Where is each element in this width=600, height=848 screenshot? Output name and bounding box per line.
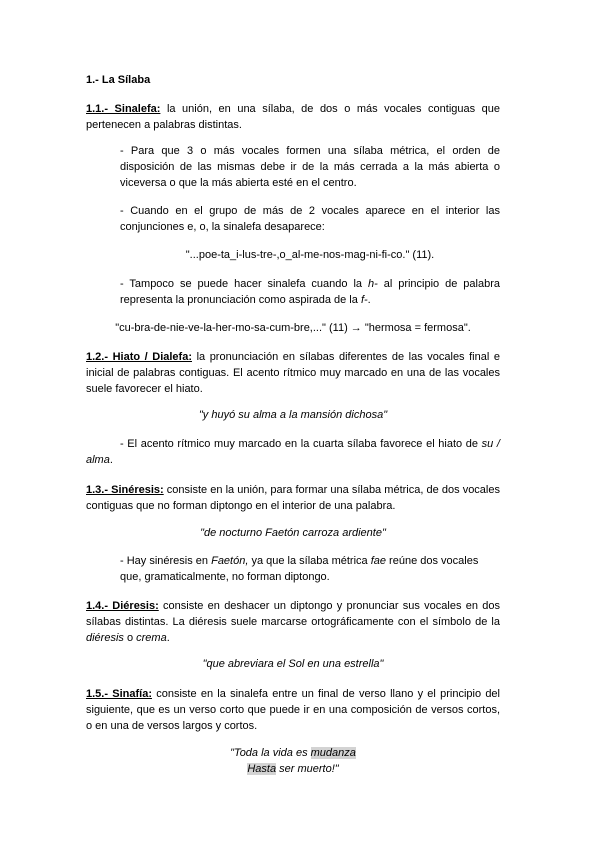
sinalefa-example-2: "cu-bra-de-nie-ve-la-her-mo-sa-cum-bre,..." (11) → "hermosa = fermosa". xyxy=(115,322,471,334)
hiato-bullet: - El acento rítmico muy marcado en la cuarta sílaba favorece el hiato de su / alma. xyxy=(86,438,500,466)
sinalefa-bullet-2: - Cuando en el grupo de más de 2 vocales aparece en el interior las conjunciones e, o, la sinalefa desaparece: xyxy=(120,205,500,233)
sineresis-definition: consiste en la unión, para formar una sílaba métrica, de dos vocales contiguas que no forman diptongo en el interior de una palabra. xyxy=(86,484,500,512)
sinafia-paragraph xyxy=(86,686,500,734)
sinalefa-bullet-3: - Tampoco se puede hacer sinalefa cuando la h- al principio de palabra representa la pronunciación como aspirada de la f-. xyxy=(120,278,500,306)
sinafia-quote-line-2: Hasta ser muerto!" xyxy=(247,763,339,775)
sinafia-quote-line-1: "Toda la vida es mudanza xyxy=(230,747,356,759)
hiato-paragraph xyxy=(86,349,500,397)
section-title: 1.- La Sílaba xyxy=(86,74,151,86)
highlighted-word: Hasta xyxy=(247,763,277,775)
sineresis-quote: "de nocturno Faetón carroza ardiente" xyxy=(200,527,386,539)
sineresis-heading: 1.3.- Sinéresis: xyxy=(86,484,164,496)
hiato-definition: la pronunciación en sílabas diferentes de las vocales final e inicial de palabras contiguas. El acento rítmico muy marcado en una de las vocales suele favorecer el hiato. xyxy=(86,351,500,395)
sinalefa-example-1: "...poe-ta_i-lus-tre-,o_al-me-nos-mag-ni-fi-co." (11). xyxy=(185,249,435,261)
sineresis-bullet: - Hay sinéresis en Faetón, ya que la sílaba métrica fae reúne dos vocales que, gramaticalmente, no forman diptongo. xyxy=(120,555,479,583)
sinalefa-paragraph xyxy=(86,101,500,133)
sinalefa-heading: 1.1.- Sinalefa: xyxy=(86,103,161,115)
hiato-quote: "y huyó su alma a la mansión dichosa" xyxy=(198,409,388,421)
dieresis-paragraph: 1.4.- Diéresis: consiste en deshacer un diptongo y pronunciar sus vocales en dos sílabas distintas. La diéresis suele marcarse ortográficamente con el símbolo de la diéresis o crema. xyxy=(86,600,500,644)
sineresis-paragraph xyxy=(86,482,500,514)
dieresis-heading: 1.4.- Diéresis: xyxy=(86,600,159,612)
sinafia-definition: consiste en la sinalefa entre un final de verso llano y el principio del siguiente, que es un verso corto que puede ir en una composición de versos cortos, o en una de versos largos y cortos. xyxy=(86,688,500,732)
sinalefa-definition: la unión, en una sílaba, de dos o más vocales contiguas que pertenecen a palabras distintas. xyxy=(86,103,501,131)
sinafia-heading: 1.5.- Sinafía: xyxy=(86,688,152,700)
sinalefa-bullet-1: - Para que 3 o más vocales formen una sílaba métrica, el orden de disposición de las mismas debe ir de la más cerrada a la más abierta o viceversa o que la más abierta esté en el centro. xyxy=(120,145,500,189)
hiato-heading: 1.2.- Hiato / Dialefa: xyxy=(86,351,192,363)
dieresis-quote: "que abreviara el Sol en una estrella" xyxy=(202,658,384,670)
highlighted-word: mudanza xyxy=(310,747,356,759)
